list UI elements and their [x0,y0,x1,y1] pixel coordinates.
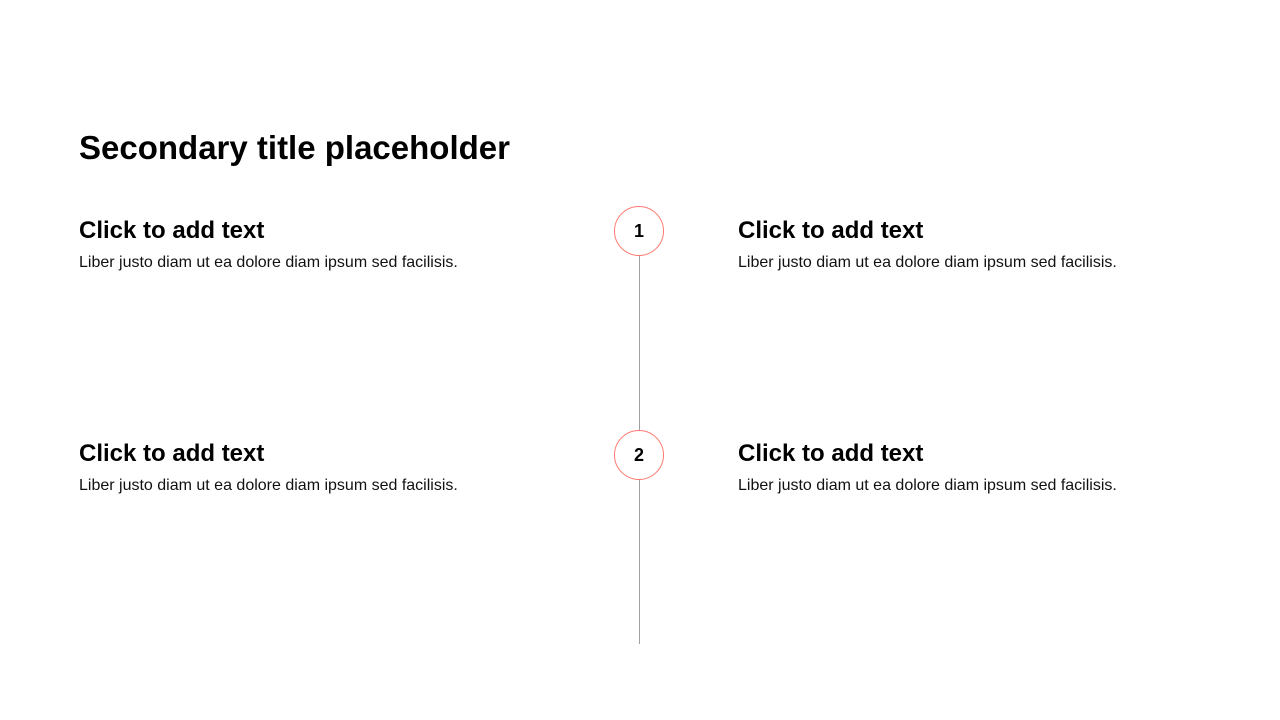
block-body-text[interactable]: Liber justo diam ut ea dolore diam ipsum sed facilisis. [738,477,1117,494]
block-body-text[interactable]: Liber justo diam ut ea dolore diam ipsum sed facilisis. [738,254,1117,271]
block-body-text[interactable]: Liber justo diam ut ea dolore diam ipsum sed facilisis. [79,477,458,494]
text-block-step-2-left[interactable] [79,439,579,497]
step-number-circle-2 [614,430,664,480]
step-number: 1 [633,221,644,241]
text-block-step-1-left[interactable] [79,216,579,274]
block-heading[interactable]: Click to add text [79,440,265,467]
text-block-step-1-right[interactable] [738,216,1238,274]
block-body-text[interactable]: Liber justo diam ut ea dolore diam ipsum sed facilisis. [79,254,458,271]
block-heading[interactable]: Click to add text [738,217,924,244]
step-number-circle-1 [614,206,664,256]
step-number: 2 [633,445,644,465]
slide-title[interactable]: Secondary title placeholder [79,129,510,166]
block-heading[interactable]: Click to add text [738,440,924,467]
block-heading[interactable]: Click to add text [79,217,265,244]
text-block-step-2-right[interactable] [738,439,1238,497]
